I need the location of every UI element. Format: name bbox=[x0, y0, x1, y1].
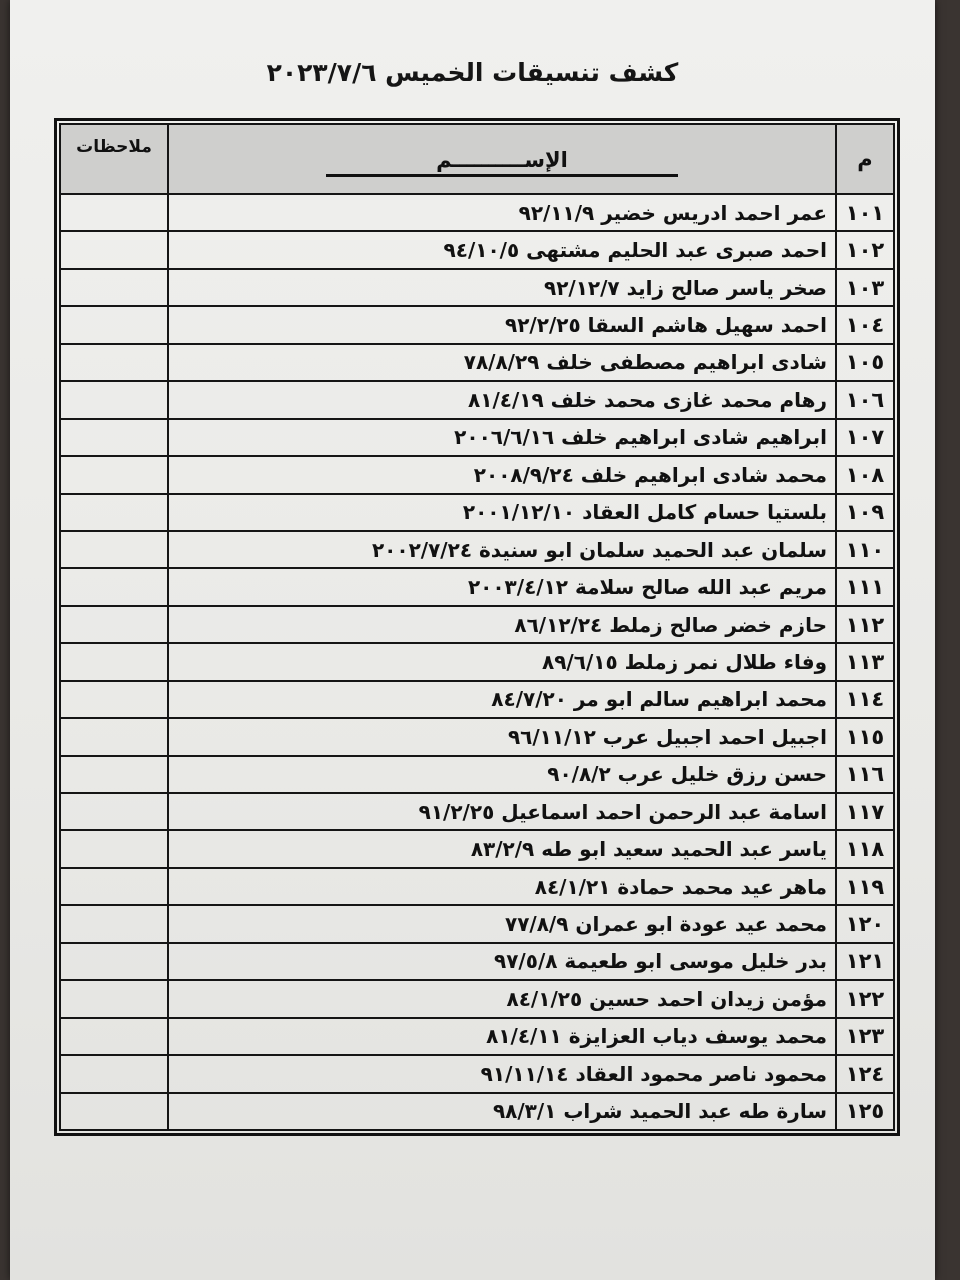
row-number: ١١٤ bbox=[836, 681, 894, 718]
row-name-date: صخر ياسر صالح زايد ٩٢/١٢/٧ bbox=[168, 269, 836, 306]
row-notes bbox=[60, 306, 168, 343]
row-name-date: حسن رزق خليل عرب ٩٠/٨/٢ bbox=[168, 756, 836, 793]
row-name-date: مريم عبد الله صالح سلامة ٢٠٠٣/٤/١٢ bbox=[168, 568, 836, 605]
row-name-date: محمد يوسف دياب العزايزة ٨١/٤/١١ bbox=[168, 1018, 836, 1055]
row-notes bbox=[60, 1093, 168, 1131]
row-name-date: ياسر عبد الحميد سعيد ابو طه ٨٣/٢/٩ bbox=[168, 830, 836, 867]
table-row bbox=[60, 980, 894, 1017]
row-number: ١٢٠ bbox=[836, 905, 894, 942]
row-notes bbox=[60, 606, 168, 643]
row-number: ١٠٧ bbox=[836, 419, 894, 456]
table-row bbox=[60, 1055, 894, 1092]
row-name-date: عمر احمد ادريس خضير ٩٢/١١/٩ bbox=[168, 194, 836, 231]
row-number: ١١٦ bbox=[836, 756, 894, 793]
row-number: ١٠٥ bbox=[836, 344, 894, 381]
document-page bbox=[10, 0, 935, 1280]
table-row bbox=[60, 681, 894, 718]
table-row bbox=[60, 344, 894, 381]
row-number: ١٢٣ bbox=[836, 1018, 894, 1055]
header-name bbox=[168, 124, 836, 194]
table-row bbox=[60, 793, 894, 830]
row-name-date: محمود ناصر محمود العقاد ٩١/١١/١٤ bbox=[168, 1055, 836, 1092]
row-notes bbox=[60, 980, 168, 1017]
table-row bbox=[60, 494, 894, 531]
row-notes bbox=[60, 1055, 168, 1092]
row-number: ١١١ bbox=[836, 568, 894, 605]
row-notes bbox=[60, 868, 168, 905]
row-name-date: محمد شادى ابراهيم خلف ٢٠٠٨/٩/٢٤ bbox=[168, 456, 836, 493]
row-notes bbox=[60, 269, 168, 306]
row-notes bbox=[60, 756, 168, 793]
table-row bbox=[60, 718, 894, 755]
header-notes: ملاحظات bbox=[60, 124, 168, 194]
header-name-label: الإســــــــــم bbox=[326, 148, 678, 177]
row-name-date: مؤمن زيدان احمد حسين ٨٤/١/٢٥ bbox=[168, 980, 836, 1017]
row-notes bbox=[60, 419, 168, 456]
table-row bbox=[60, 231, 894, 268]
row-notes bbox=[60, 494, 168, 531]
row-name-date: محمد عيد عودة ابو عمران ٧٧/٨/٩ bbox=[168, 905, 836, 942]
table-row bbox=[60, 194, 894, 231]
row-name-date: بدر خليل موسى ابو طعيمة ٩٧/٥/٨ bbox=[168, 943, 836, 980]
row-notes bbox=[60, 568, 168, 605]
table-row bbox=[60, 868, 894, 905]
table-row bbox=[60, 381, 894, 418]
row-number: ١٠٨ bbox=[836, 456, 894, 493]
row-notes bbox=[60, 793, 168, 830]
row-number: ١٠٤ bbox=[836, 306, 894, 343]
row-number: ١١٧ bbox=[836, 793, 894, 830]
row-notes bbox=[60, 905, 168, 942]
row-name-date: سارة طه عبد الحميد شراب ٩٨/٣/١ bbox=[168, 1093, 836, 1131]
table-row bbox=[60, 905, 894, 942]
row-notes bbox=[60, 344, 168, 381]
row-notes bbox=[60, 1018, 168, 1055]
row-number: ١٠٦ bbox=[836, 381, 894, 418]
table-row bbox=[60, 830, 894, 867]
row-number: ١١٣ bbox=[836, 643, 894, 680]
row-name-date: شادى ابراهيم مصطفى خلف ٧٨/٨/٢٩ bbox=[168, 344, 836, 381]
row-name-date: احمد سهيل هاشم السقا ٩٢/٢/٢٥ bbox=[168, 306, 836, 343]
row-notes bbox=[60, 456, 168, 493]
row-name-date: حازم خضر صالح زملط ٨٦/١٢/٢٤ bbox=[168, 606, 836, 643]
row-name-date: محمد ابراهيم سالم ابو مر ٨٤/٧/٢٠ bbox=[168, 681, 836, 718]
table-row bbox=[60, 568, 894, 605]
table-header-row bbox=[60, 124, 894, 194]
row-number: ١٢٤ bbox=[836, 1055, 894, 1092]
names-table-frame bbox=[54, 118, 900, 1136]
table-row bbox=[60, 1018, 894, 1055]
table-body bbox=[60, 194, 894, 1130]
table-row bbox=[60, 643, 894, 680]
row-number: ١٠١ bbox=[836, 194, 894, 231]
row-number: ١٢٥ bbox=[836, 1093, 894, 1131]
row-number: ١١٩ bbox=[836, 868, 894, 905]
names-table bbox=[59, 123, 895, 1131]
table-row bbox=[60, 306, 894, 343]
table-row bbox=[60, 606, 894, 643]
row-name-date: احمد صبرى عبد الحليم مشتهى ٩٤/١٠/٥ bbox=[168, 231, 836, 268]
row-name-date: وفاء طلال نمر زملط ٨٩/٦/١٥ bbox=[168, 643, 836, 680]
row-number: ١١٠ bbox=[836, 531, 894, 568]
row-number: ١١٨ bbox=[836, 830, 894, 867]
row-number: ١٠٢ bbox=[836, 231, 894, 268]
row-number: ١٠٣ bbox=[836, 269, 894, 306]
row-notes bbox=[60, 643, 168, 680]
row-name-date: رهام محمد غازى محمد خلف ٨١/٤/١٩ bbox=[168, 381, 836, 418]
row-notes bbox=[60, 943, 168, 980]
row-number: ١٢١ bbox=[836, 943, 894, 980]
table-row bbox=[60, 456, 894, 493]
table-row bbox=[60, 419, 894, 456]
row-number: ١١٢ bbox=[836, 606, 894, 643]
row-name-date: اسامة عبد الرحمن احمد اسماعيل ٩١/٢/٢٥ bbox=[168, 793, 836, 830]
row-notes bbox=[60, 231, 168, 268]
row-name-date: ابراهيم شادى ابراهيم خلف ٢٠٠٦/٦/١٦ bbox=[168, 419, 836, 456]
row-name-date: بلستيا حسام كامل العقاد ٢٠٠١/١٢/١٠ bbox=[168, 494, 836, 531]
table-row bbox=[60, 269, 894, 306]
table-row bbox=[60, 531, 894, 568]
row-notes bbox=[60, 381, 168, 418]
row-notes bbox=[60, 194, 168, 231]
row-number: ١٢٢ bbox=[836, 980, 894, 1017]
table-row bbox=[60, 943, 894, 980]
row-notes bbox=[60, 718, 168, 755]
header-number: م bbox=[836, 124, 894, 194]
row-notes bbox=[60, 531, 168, 568]
row-number: ١١٥ bbox=[836, 718, 894, 755]
row-name-date: ماهر عيد محمد حمادة ٨٤/١/٢١ bbox=[168, 868, 836, 905]
row-name-date: سلمان عبد الحميد سلمان ابو سنيدة ٢٠٠٢/٧/٢٤ bbox=[168, 531, 836, 568]
row-notes bbox=[60, 830, 168, 867]
table-row bbox=[60, 1093, 894, 1131]
row-number: ١٠٩ bbox=[836, 494, 894, 531]
row-name-date: اجبيل احمد اجبيل عرب ٩٦/١١/١٢ bbox=[168, 718, 836, 755]
document-title: كشف تنسيقات الخميس ٢٠٢٣/٧/٦ bbox=[266, 58, 679, 87]
row-notes bbox=[60, 681, 168, 718]
table-row bbox=[60, 756, 894, 793]
